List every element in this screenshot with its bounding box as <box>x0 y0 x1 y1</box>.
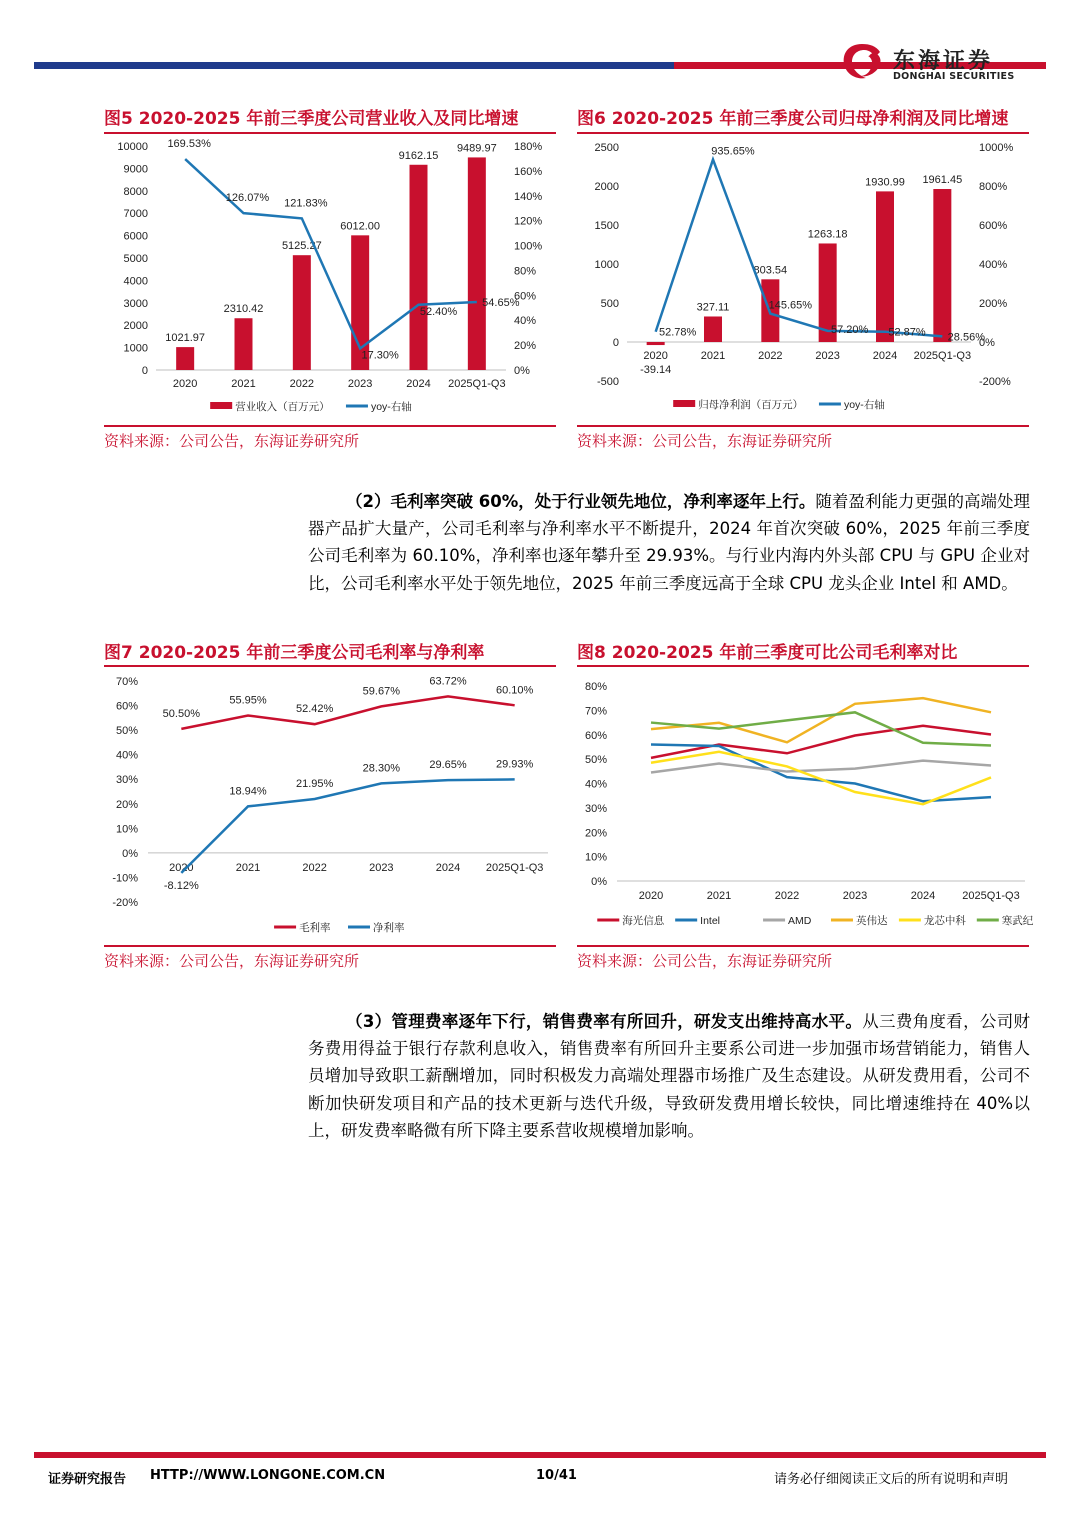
y-axis-tick: 20% <box>584 827 607 840</box>
line-data-label: 21.95% <box>296 777 334 790</box>
left-axis-tick: 2000 <box>123 320 148 333</box>
category-label: 2023 <box>347 378 373 390</box>
category-label: 2021 <box>231 378 256 390</box>
footer-report-type: 证券研究报告 <box>48 1472 127 1487</box>
fig5-chart <box>104 136 556 422</box>
bar <box>876 191 894 342</box>
category-label: 2025Q1-Q3 <box>448 378 506 390</box>
bar-data-label: 1021.97 <box>165 332 206 345</box>
line-data-label: 29.93% <box>496 758 534 771</box>
fig5-title: 图5 2020-2025 年前三季度公司营业收入及同比增速 <box>104 109 519 129</box>
left-axis-tick: 1000 <box>123 342 148 355</box>
fig6-chart <box>577 136 1029 422</box>
paragraph-margin-body: 随着盈利能力更强的高端处理器产品扩大量产，公司毛利率与净利率水平不断提升，2024 年首次突破 60%，2025 年前三季度公司毛利率为 60.10%，净利率也逐年攀升至 29.93%。与行业内海内外头部 CPU 与 GPU 企业对比，公司毛利率水平处于领先地位，2025 年前三季度远高于全球 CPU 龙头企业 Intel 和 AMD。 <box>308 492 1031 593</box>
category-label: 2021 <box>706 890 732 902</box>
left-axis-tick: 4000 <box>123 275 148 288</box>
category-label: 2022 <box>758 350 783 362</box>
fig7-source: 资料来源：公司公告，东海证券研究所 <box>104 952 360 970</box>
line-data-label: 28.56% <box>947 331 985 344</box>
line-data-label: 18.94% <box>229 785 267 798</box>
paragraph-margin <box>308 488 1030 597</box>
line-data-label: 57.20% <box>831 323 869 336</box>
bar-data-label: 1961.45 <box>922 174 963 187</box>
bar <box>176 347 194 370</box>
category-label: 2020 <box>643 350 668 362</box>
right-axis-tick: 400% <box>979 259 1008 271</box>
fig5-source: 资料来源：公司公告，东海证券研究所 <box>104 432 360 450</box>
line-data-label: 60.10% <box>496 684 534 697</box>
left-axis-tick: 6000 <box>123 230 148 243</box>
left-axis-tick: 9000 <box>123 163 148 176</box>
bar <box>933 189 951 342</box>
paragraph-expenses-heading: （3）管理费率逐年下行，销售费率有所回升，研发支出维持高水平。 <box>346 1012 863 1031</box>
series-line <box>651 745 991 802</box>
left-axis-tick: 0 <box>141 365 148 377</box>
fig7-title: 图7 2020-2025 年前三季度公司毛利率与净利率 <box>104 643 485 663</box>
company-name-en: DONGHAI SECURITIES <box>893 71 1015 82</box>
y-axis-tick: 70% <box>115 676 138 688</box>
legend-label: 毛利率 <box>299 922 331 934</box>
fig7-source-rule <box>104 945 556 947</box>
y-axis-tick: 30% <box>584 802 607 815</box>
y-axis-tick: 50% <box>584 754 607 767</box>
line-data-label: 52.87% <box>888 326 926 339</box>
bar <box>410 165 428 370</box>
right-axis-tick: 600% <box>979 220 1008 232</box>
category-label: 2021 <box>700 350 726 362</box>
legend-label: Intel <box>700 915 721 927</box>
category-label: 2022 <box>302 861 327 874</box>
bar-data-label: 9162.15 <box>398 149 439 162</box>
left-axis-tick: 1000 <box>594 259 619 271</box>
category-label: 2024 <box>910 890 936 902</box>
line-data-label: 59.67% <box>362 685 400 698</box>
left-axis-tick: 3000 <box>123 297 148 310</box>
fig5-title-rule <box>104 132 556 134</box>
category-label: 2020 <box>638 890 664 902</box>
category-label: 2025Q1-Q3 <box>485 861 544 874</box>
bar-data-label: -39.14 <box>640 364 672 376</box>
fig8-title: 图8 2020-2025 年前三季度可比公司毛利率对比 <box>577 643 958 663</box>
y-axis-tick: 0% <box>591 876 607 888</box>
fig7-chart <box>104 669 556 941</box>
bar-data-label: 1263.18 <box>807 228 848 241</box>
legend-label: 海光信息 <box>622 915 665 927</box>
category-label: 2024 <box>406 378 431 390</box>
category-label: 2021 <box>235 861 261 874</box>
bar-data-label: 6012.00 <box>340 220 381 233</box>
fig8-title-rule <box>577 665 1029 667</box>
right-axis-tick: 20% <box>514 340 537 353</box>
dragon-logo-icon <box>838 40 886 84</box>
y-axis-tick: 60% <box>584 729 607 742</box>
left-axis-tick: 0 <box>612 337 619 349</box>
bar-data-label: 803.54 <box>753 264 788 277</box>
footer-url[interactable]: HTTP://WWW.LONGONE.COM.CN <box>150 1468 386 1483</box>
left-axis-tick: 500 <box>600 298 619 310</box>
bar <box>235 318 253 370</box>
paragraph-expenses-body: 从三费角度看，公司财务费用得益于银行存款利息收入，销售费率有所回升主要系公司进一步加强市场营销能力，销售人员增加导致职工薪酬增加，同时积极发力高端处理器市场推广及生态建设。从研发费用看，公司不断加快研发项目和产品的技术更新与迭代升级，导致研发费用增长较快，同比增速维持在 40%以上，研发费率略微有所下降主要系营收规模增加影响。 <box>308 1012 1031 1140</box>
line-data-label: 17.30% <box>361 349 399 362</box>
right-axis-tick: 180% <box>514 141 543 153</box>
yoy-line <box>185 159 477 348</box>
category-label: 2022 <box>774 890 800 902</box>
line-data-label: 121.83% <box>284 197 328 210</box>
left-axis-tick: 8000 <box>123 185 148 198</box>
y-axis-tick: 50% <box>115 725 138 738</box>
bar <box>293 255 311 370</box>
right-axis-tick: 100% <box>514 240 543 253</box>
right-axis-tick: 120% <box>514 215 543 228</box>
y-axis-tick: 10% <box>115 823 138 836</box>
y-axis-tick: 0% <box>122 847 138 860</box>
legend-label: 归母净利润（百万元） <box>698 399 804 411</box>
fig6-source: 资料来源：公司公告，东海证券研究所 <box>577 432 833 450</box>
y-axis-tick: 40% <box>584 778 607 791</box>
footer-page-number: 10/41 <box>536 1468 577 1483</box>
category-label: 2020 <box>172 378 198 390</box>
company-name-cn: 东海证券 <box>893 49 994 74</box>
paragraph-margin-heading: （2）毛利率突破 60%，处于行业领先地位，净利率逐年上行。 <box>346 492 816 511</box>
category-label: 2024 <box>872 350 898 362</box>
footer-disclaimer: 请务必仔细阅读正文后的所有说明和声明 <box>774 1472 1009 1487</box>
series-line <box>651 726 991 758</box>
category-label: 2023 <box>369 861 394 874</box>
bar-data-label: 9489.97 <box>456 142 497 155</box>
fig5-source-rule <box>104 425 556 427</box>
bar-data-label: 2310.42 <box>223 303 264 316</box>
paragraph-expenses <box>308 1008 1030 1144</box>
left-axis-tick: 1500 <box>594 220 619 232</box>
y-axis-tick: -20% <box>112 897 138 909</box>
y-axis-tick: 20% <box>115 798 138 811</box>
bar-data-label: 327.11 <box>696 301 730 314</box>
legend-label: yoy-右轴 <box>370 401 412 413</box>
fig8-source: 资料来源：公司公告，东海证券研究所 <box>577 952 833 970</box>
right-axis-tick: 140% <box>514 190 543 203</box>
footer-bar <box>34 1452 1046 1458</box>
bar <box>647 342 665 345</box>
fig6-source-rule <box>577 425 1029 427</box>
legend-label: 寒武纪 <box>1001 915 1034 927</box>
right-axis-tick: 1000% <box>979 142 1014 154</box>
category-label: 2022 <box>289 378 315 390</box>
fig8-source-rule <box>577 945 1029 947</box>
bar <box>704 316 722 342</box>
right-axis-tick: 60% <box>514 290 537 303</box>
series-line <box>651 752 991 804</box>
line-data-label: 28.30% <box>362 762 400 775</box>
legend-label: 营业收入（百万元） <box>235 401 330 413</box>
line-data-label: 169.53% <box>167 138 211 151</box>
fig8-chart <box>577 669 1034 941</box>
category-label: 2023 <box>815 350 840 362</box>
header-bar-blue <box>34 62 674 69</box>
fig6-title-rule <box>577 132 1029 134</box>
series-line <box>651 761 991 773</box>
fig7-title-rule <box>104 665 556 667</box>
category-label: 2025Q1-Q3 <box>962 890 1020 902</box>
line-data-label: 52.42% <box>296 703 334 716</box>
right-axis-tick: 0% <box>514 365 530 377</box>
line-data-label: 126.07% <box>225 192 270 205</box>
line-data-label: 52.40% <box>419 305 458 318</box>
legend-label: 净利率 <box>373 922 405 934</box>
legend-label: yoy-右轴 <box>843 399 885 411</box>
left-axis-tick: -500 <box>596 376 619 388</box>
left-axis-tick: 10000 <box>117 141 148 153</box>
y-axis-tick: -10% <box>112 872 138 885</box>
right-axis-tick: 200% <box>979 298 1008 310</box>
legend-swatch <box>210 402 232 409</box>
y-axis-tick: 30% <box>115 774 138 787</box>
category-label: 2024 <box>435 861 461 874</box>
right-axis-tick: 0% <box>979 337 995 349</box>
line-data-label: 29.65% <box>429 759 467 772</box>
legend-swatch <box>673 400 695 407</box>
y-axis-tick: 60% <box>115 700 138 713</box>
line-data-label: 54.65% <box>482 296 520 309</box>
category-label: 2023 <box>842 890 868 902</box>
left-axis-tick: 5000 <box>123 253 148 265</box>
right-axis-tick: 160% <box>514 165 543 178</box>
y-axis-tick: 70% <box>584 705 607 718</box>
right-axis-tick: 800% <box>979 181 1008 193</box>
line-data-label: 52.78% <box>659 326 697 339</box>
category-label: 2020 <box>169 861 194 874</box>
line-data-label: 145.65% <box>768 299 813 312</box>
right-axis-tick: -200% <box>979 376 1011 388</box>
y-axis-tick: 10% <box>584 851 607 864</box>
left-axis-tick: 2500 <box>594 142 619 154</box>
legend-label: 龙芯中科 <box>923 915 966 927</box>
legend-label: 英伟达 <box>855 915 888 927</box>
left-axis-tick: 7000 <box>123 208 148 221</box>
y-axis-tick: 40% <box>115 749 138 762</box>
y-axis-tick: 80% <box>584 681 607 693</box>
right-axis-tick: 40% <box>514 315 537 328</box>
category-label: 2025Q1-Q3 <box>913 350 972 362</box>
legend-label: AMD <box>788 915 812 927</box>
line-data-label: 55.95% <box>229 694 267 707</box>
line-data-label: 63.72% <box>429 675 467 688</box>
bar <box>468 157 486 370</box>
line-data-label: 935.65% <box>711 145 755 158</box>
line-data-label: -8.12% <box>163 879 199 892</box>
right-axis-tick: 80% <box>514 265 537 278</box>
fig6-title: 图6 2020-2025 年前三季度公司归母净利润及同比增速 <box>577 109 1009 129</box>
bar-data-label: 5125.27 <box>281 240 322 253</box>
left-axis-tick: 2000 <box>594 181 619 193</box>
bar-data-label: 1930.99 <box>865 176 905 189</box>
series-line <box>651 698 991 742</box>
line-data-label: 50.50% <box>162 707 200 720</box>
